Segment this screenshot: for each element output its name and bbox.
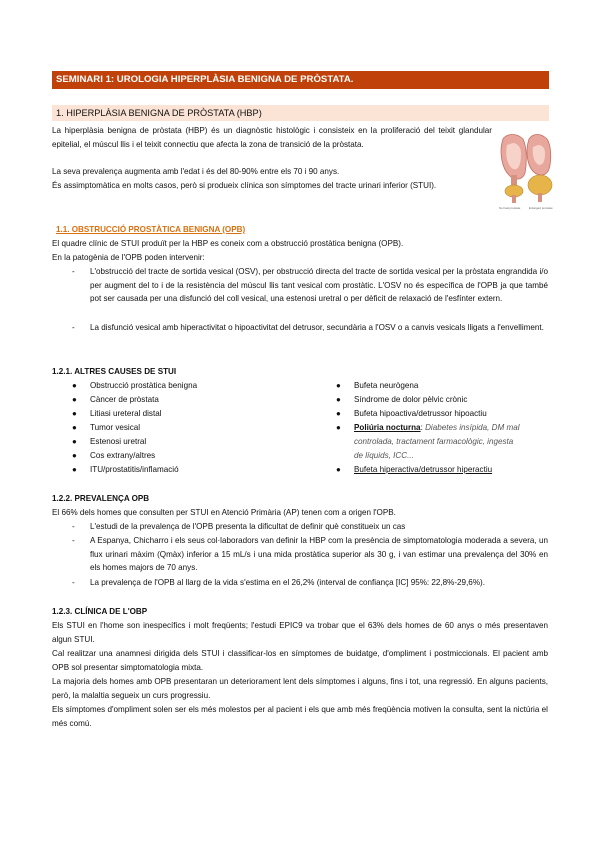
list-item: ● ITU/prostatitis/inflamació: [72, 465, 179, 474]
section-1-1-intro-2: En la patogènia de l'OPB poden intervenir:: [52, 253, 205, 262]
section-1-1-heading: 1.1. OBSTRUCCIÓ PROSTÀTICA BENIGNA (OPB): [56, 225, 246, 234]
figure-label-enlarged: Enlarged prostate: [529, 206, 553, 210]
list-item-poliuria: ● Poliúria nocturna: Diabetes insípida, DM mal: [336, 423, 520, 432]
section-1-2-3-para-1: Els STUI en l'home son inespecífics i molt freqüents; l'estudi EPIC9 va trobar que el 63% dels homes de 60 anys o més presentaven algun STUI.: [52, 621, 548, 644]
list-item: ● Obstrucció prostàtica benigna: [72, 381, 198, 390]
section-1-2-3-para-2: Cal realitzar una anamnesi dirigida dels STUI i classificar-los en símptomes de buidatge, d'ompliment i postmiccionals. El pacient amb OPB sol presentar simptomatologia mixta.: [52, 649, 548, 672]
normal-prostate-image: [501, 135, 526, 204]
section-1-2-2-intro: El 66% dels homes que consulten per STUI en Atenció Primària (AP) tenen com a origen l'OPB.: [52, 508, 396, 517]
figure-label-normal: Normal prostate: [499, 206, 521, 210]
list-item: ● Cos extrany/altres: [72, 451, 156, 460]
section-1-2-3-para-3: La majoria dels homes amb OPB presentaran un deteriorament lent dels símptomes i alguns, fins i tot, una regressió. En alguns pacients, però, la malaltia segueix un curs progressiu.: [52, 677, 548, 700]
list-item: - L'estudi de la prevalença de l'OPB presenta la dificultat de definir què constitueix un cas: [72, 522, 406, 531]
section-1-1-intro-1: El quadre clínic de STUI produït per la HBP es coneix com a obstrucció prostàtica benigna (OPB).: [52, 239, 404, 248]
section-1-para-1: La hiperplàsia benigna de pròstata (HBP) és un diagnòstic histològic i consisteix en la proliferació del teixit glandular epitelial, el múscul llis i el teixit connectiu que afecta la zona de transició de la pròstata.: [52, 126, 492, 149]
poliuria-detail-line-2: controlada, tractament farmacològic, ingesta: [354, 437, 514, 446]
list-item: - La prevalença de l'OPB al llarg de la vida s'estima en el 26,2% (interval de confiança [IC] 95%: 22,8%-29,6%).: [72, 578, 485, 587]
prostate-illustration: [497, 129, 553, 211]
list-item: - L'obstrucció del tracte de sortida vesical (OSV), per obstrucció directa del tracte de sortida vesical per la pròstata engrandida i/o per augment del to i de la resistència del múscul llis tant vesical com prostàtic. L'OSV no és específica de l'OPB ja que també pot ser causada per una disfunció del coll vesical, una estenosi uretral o per dèficit de relaxació de l'esfínter extern.: [72, 267, 548, 304]
section-1-heading: 1. HIPERPLÀSIA BENIGNA DE PRÒSTATA (HBP): [52, 105, 549, 121]
list-item: - A Espanya, Chicharro i els seus col·laboradors van definir la HBP com la presència de simptomatologia moderada a severa, un flux urinari màxim (Qmàx) inferior a 15 mL/s i una mida prostàtica superior als 30 g, i van estimar una prevalença del 30% en els homes majors de 70 anys.: [72, 536, 548, 573]
section-1-para-2: La seva prevalença augmenta amb l'edat i és del 80-90% entre els 70 i 90 anys.: [52, 167, 340, 176]
list-item: ● Estenosi uretral: [72, 437, 147, 446]
list-item: ● Síndrome de dolor pèlvic crònic: [336, 395, 468, 404]
list-item: ● Càncer de pròstata: [72, 395, 159, 404]
list-item: ● Bufeta hipoactiva/detrussor hipoactiu: [336, 409, 487, 418]
section-1-2-3-heading: 1.2.3. CLÍNICA DE L'OBP: [52, 607, 148, 616]
list-item: ● Bufeta hiperactiva/detrussor hiperactiu: [336, 465, 493, 474]
list-item: ● Bufeta neurògena: [336, 381, 419, 390]
list-item: ● Litiasi ureteral distal: [72, 409, 162, 418]
enlarged-prostate-image: [527, 135, 552, 203]
list-item: ● Tumor vesical: [72, 423, 141, 432]
section-1-2-1-heading: 1.2.1. ALTRES CAUSES DE STUI: [52, 367, 177, 376]
section-1-2-3-para-4: Els símptomes d'ompliment solen ser els més molestos per al pacient i els que amb més freqüència motiven la consulta, sent la nictúria el més comú.: [52, 705, 548, 728]
document-title: SEMINARI 1: UROLOGIA HIPERPLÀSIA BENIGNA DE PRÒSTATA.: [52, 71, 549, 89]
section-1-2-2-heading: 1.2.2. PREVALENÇA OPB: [52, 494, 150, 503]
poliuria-detail-line-3: de líquids, ICC...: [354, 451, 414, 460]
section-1-para-3: És assimptomàtica en molts casos, però si produeix clínica son símptomes del tracte urinari inferior (STUI).: [52, 181, 437, 190]
list-item: - La disfunció vesical amb hiperactivitat o hipoactivitat del detrusor, secundària a l'OSV o a canvis vesicals lligats a l'envelliment.: [72, 323, 544, 332]
